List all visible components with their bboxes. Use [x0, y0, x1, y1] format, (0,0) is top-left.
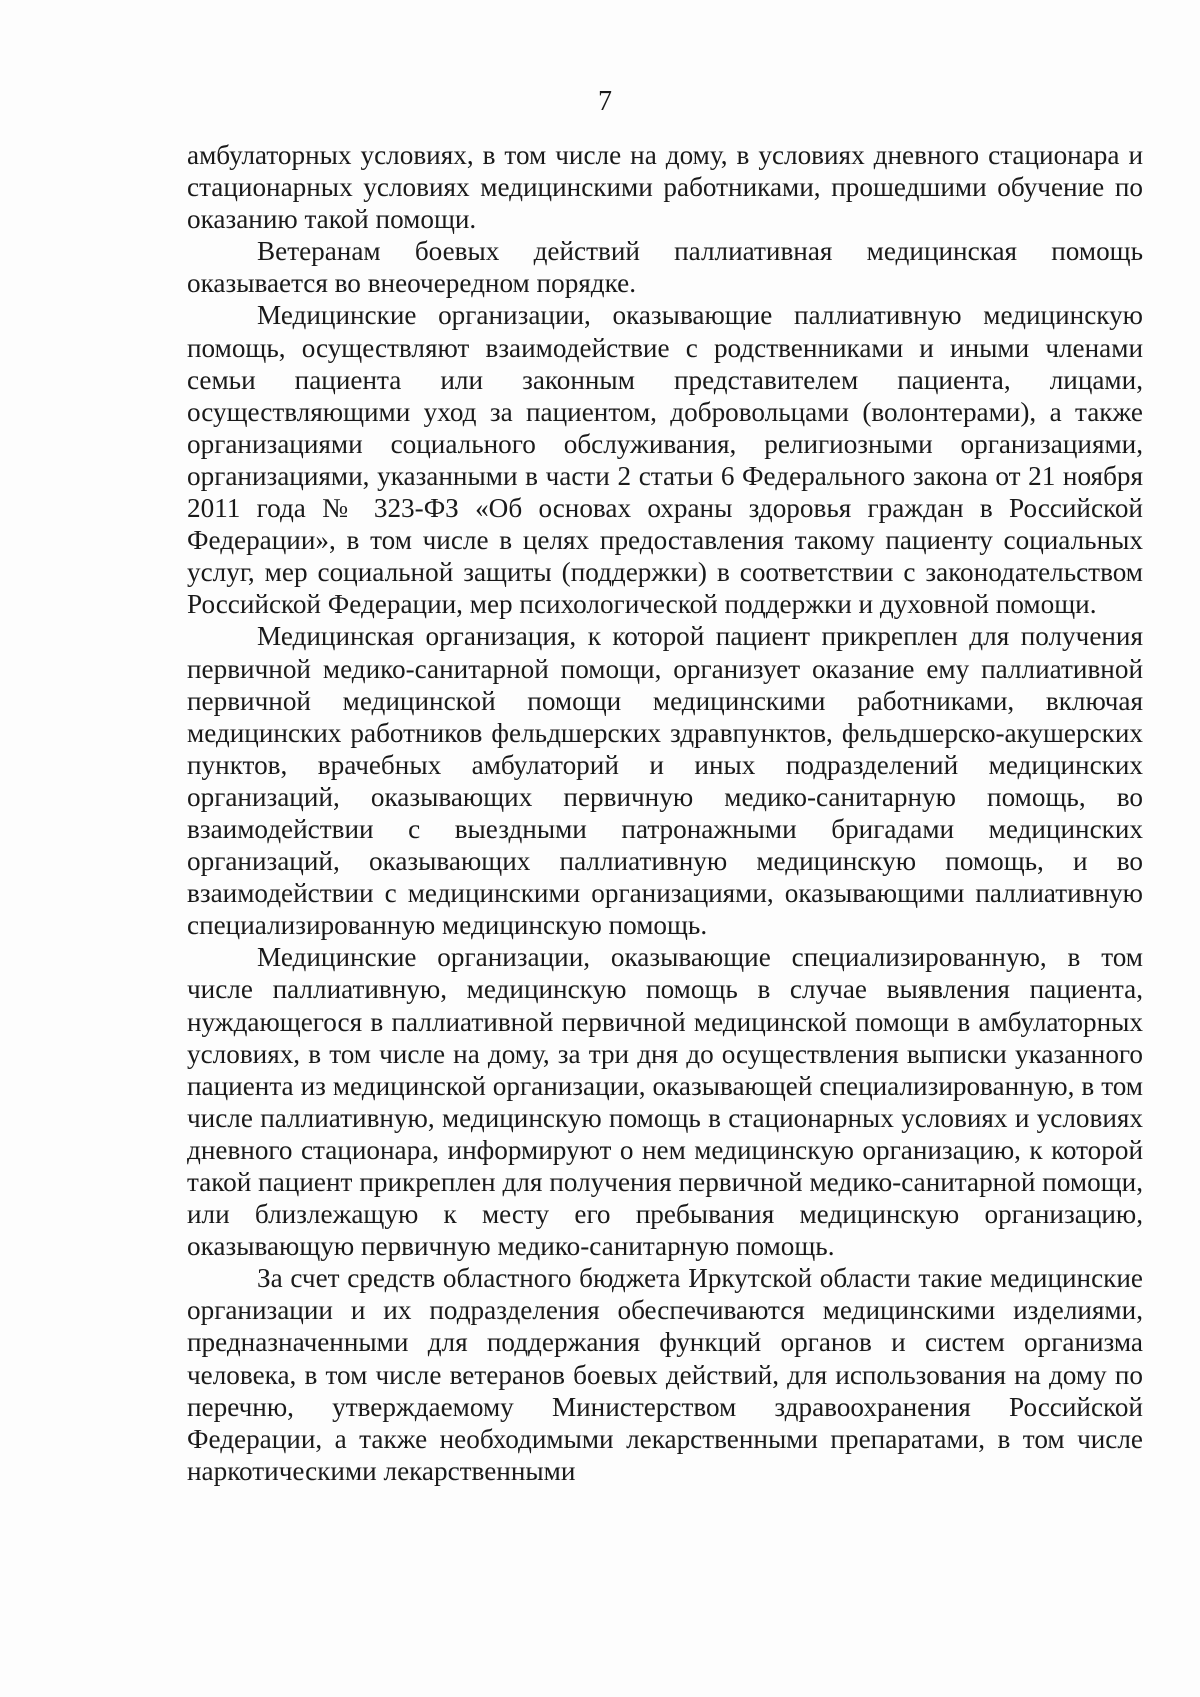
paragraph: Ветеранам боевых действий паллиативная медицинская помощь оказывается во внеочередном порядке.	[187, 236, 1143, 299]
document-body	[187, 139, 1143, 1487]
paragraph: амбулаторных условиях, в том числе на дому, в условиях дневного стационара и стационарных условиях медицинскими работниками, прошедшими обучение по оказанию такой помощи.	[187, 140, 1143, 235]
paragraph: Медицинская организация, к которой пациент прикреплен для получения первичной медико-санитарной помощи, организует оказание ему паллиативной первичной медицинской помощи медицинскими работниками, включая медицинских работников фельдшерских здравпунктов, фельдшерско-акушерских пунктов, врачебных амбулаторий и иных подразделений медицинских организаций, оказывающих первичную медико-санитарную помощь, во взаимодействии с выездными патронажными бригадами медицинских организаций, оказывающих паллиативную медицинскую помощь, и во взаимодействии с медицинскими организациями, оказывающими паллиативную специализированную медицинскую помощь.	[187, 621, 1143, 941]
paragraph: Медицинские организации, оказывающие паллиативную медицинскую помощь, осуществляют взаимодействие с родственниками и иными членами семьи пациента или законным представителем пациента, лицами, осуществляющими уход за пациентом, добровольцами (волонтерами), а также организациями социального обслуживания, религиозными организациями, организациями, указанными в части 2 статьи 6 Федерального закона от 21 ноября 2011 года № 323-ФЗ «Об основах охраны здоровья граждан в Российской Федерации», в том числе в целях предоставления такому пациенту социальных услуг, мер социальной защиты (поддержки) в соответствии с законодательством Российской Федерации, мер психологической поддержки и духовной помощи.	[187, 300, 1143, 620]
paragraph: Медицинские организации, оказывающие специализированную, в том числе паллиативную, медицинскую помощь в случае выявления пациента, нуждающегося в паллиативной первичной медицинской помощи в амбулаторных условиях, в том числе на дому, за три дня до осуществления выписки указанного пациента из медицинской организации, оказывающей специализированную, в том числе паллиативную, медицинскую помощь в стационарных условиях и условиях дневного стационара, информируют о нем медицинскую организацию, к которой такой пациент прикреплен для получения первичной медико-санитарной помощи, или близлежащую к месту его пребывания медицинскую организацию, оказывающую первичную медико-санитарную помощь.	[187, 942, 1143, 1262]
paragraph: За счет средств областного бюджета Иркутской области такие медицинские организации и их подразделения обеспечиваются медицинскими изделиями, предназначенными для поддержания функций органов и систем организма человека, в том числе ветеранов боевых действий, для использования на дому по перечню, утверждаемому Министерством здравоохранения Российской Федерации, а также необходимыми лекарственными препаратами, в том числе наркотическими лекарственными	[187, 1263, 1143, 1486]
page-number: 7	[598, 86, 612, 117]
